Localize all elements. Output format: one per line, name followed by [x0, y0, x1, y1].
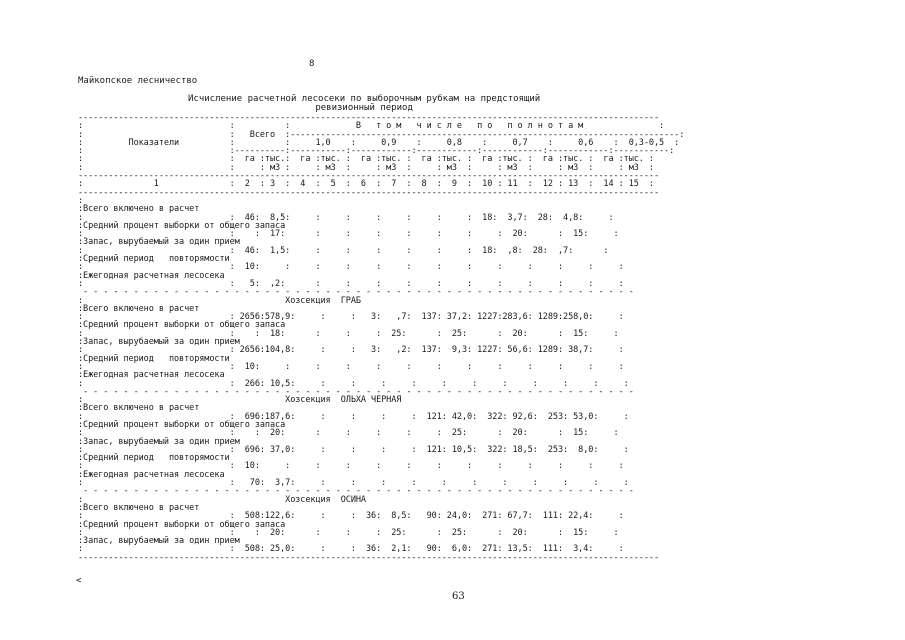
title-line-1: Исчисление расчетной лесосеки по выборочным рубкам на предстоящий [188, 94, 541, 104]
table-line: : : : 20: : : : 25: : 25: : 20: : 15: : [78, 527, 619, 538]
document-title [188, 95, 540, 113]
table-line: ------------------------------------------------------------------------------------------------------------------- [78, 171, 660, 182]
table-line: :Ежегодная расчетная лесосека [78, 469, 225, 480]
table-line: - - - - - - - - - - - - - - - - - - - - - - - - - - - - - - - - - - - - - - - - - - - - - - - - - - - - - - - [78, 287, 634, 298]
table-line: : : 508:122,6: : : 36: 8,5: 90: 24,0: 271: 67,7: 111: 22,4: : [78, 511, 624, 522]
table-line: : : 10: : : : : : : : : : : : : [78, 262, 624, 273]
table-line: : : 46: 1,5: : : : : : : 18: ,8: 28: ,7: : [78, 245, 609, 256]
table-line: :Запас, вырубаемый за один прием [78, 337, 240, 348]
table-line: : : 46: 8,5: : : : : : : 18: 3,7: 28: 4,8: : [78, 212, 614, 223]
table-line: : : га :тыс.: га :тыс. : га :тыс. : га :тыс. : га :тыс. : га :тыс. : га :тыс. : [78, 154, 654, 165]
table-line: : :----------:-----------:------------:------------:------------:------------:-----------: [78, 146, 675, 157]
table-line: : : 10: : : : : : : : : : : : : [78, 461, 624, 472]
table-line: :Средний процент выборки от общего запаса [78, 519, 286, 530]
table-line: ------------------------------------------------------------------------------------------------------------------- [78, 552, 660, 563]
table-line: :Всего включено в расчет [78, 502, 200, 513]
table-line: : : 10: : : : : : : : : : : : : [78, 361, 624, 372]
table-line: :Запас, вырубаемый за один прием [78, 237, 240, 248]
table-line: ------------------------------------------------------------------------------------------------------------------- [78, 187, 660, 198]
table-line: :Средний процент выборки от общего запаса [78, 220, 286, 231]
table-line: : : : 18: : : : 25: : 25: : 20: : 15: : [78, 328, 619, 339]
table-line: : : : 20: : : : : : 25: : 20: : 15: : [78, 428, 619, 439]
table-line: :Ежегодная расчетная лесосека [78, 270, 225, 281]
table-line: ------------------------------------------------------------------------------------------------------------------- [78, 113, 660, 123]
table-line: :Всего включено в расчет [78, 204, 200, 215]
table-line: - - - - - - - - - - - - - - - - - - - - - - - - - - - - - - - - - - - - - - - - - - - - - - - - - - - - - - - [78, 386, 634, 397]
table-line: - - - - - - - - - - - - - - - - - - - - - - - - - - - - - - - - - - - - - - - - - - - - - - - - - - - - - - - [78, 486, 634, 497]
table-line: : : : 17: : : : : : : : 20: : 15: : [78, 229, 619, 240]
table-line: :Всего включено в расчет [78, 303, 200, 314]
page-mark: < [76, 576, 82, 586]
table-line: : : 5: ,2: : : : : : : : : : : : [78, 278, 624, 289]
table-line: :Средний процент выборки от общего запаса [78, 320, 286, 331]
table-line: : : 70: 3,7: : : : : : : : : : : : [78, 478, 629, 489]
table-line: :Всего включено в расчет [78, 403, 200, 414]
table-line: : Хозсекция ОЛЬХА ЧЕРНАЯ [78, 395, 402, 406]
table-line: : Хозсекция ГРАБ [78, 295, 361, 306]
table-line: :Средний процент выборки от общего запаса [78, 419, 286, 430]
title-line-2: ревизионный период [315, 103, 413, 113]
table-line: : : 2656:578,9: : : 3: ,7: 137: 37,2: 1227:283,6: 1289:258,0: : [78, 312, 624, 323]
table-line: :Запас, вырубаемый за один прием [78, 536, 240, 547]
calculation-table [78, 114, 684, 562]
table-line: : : 2656:104,8: : : 3: ,2: 137: 9,3: 1227: 56,6: 1289: 38,7: : [78, 345, 624, 356]
table-line: : : : м3 : : м3 : : м3 : : м3 : : м3 : : м3 : : м3 : [78, 162, 654, 173]
table-line: : Показатели : : 1,0 : 0,9 : 0,8 : 0,7 : 0,6 : 0,3-0,5 : [78, 137, 680, 148]
table-line: :Средний период повторямости [78, 254, 230, 265]
table-line: : : 696:187,6: : : : : 121: 42,0: 322: 92,6: 253: 53,0: : [78, 411, 629, 422]
table-line: : 1 : 2 : 3 : 4 : 5 : 6 : 7 : 8 : 9 : 10 : 11 : 12 : 13 : 14 : 15 : [78, 179, 654, 190]
table-line: :Ежегодная расчетная лесосека [78, 370, 225, 381]
table-line: :Запас, вырубаемый за один прием [78, 436, 240, 447]
table-line: :Средний период повторямости [78, 353, 230, 364]
table-line: : : : В т о м ч и с л е п о п о л н о т а м : [78, 121, 665, 132]
table-line: :Средний период повторямости [78, 453, 230, 464]
table-line: : : 508: 25,0: : : 36: 2,1: 90: 6,0: 271: 13,5: 111: 3,4: : [78, 544, 624, 555]
table-line: : [78, 195, 84, 206]
table-line: : Хозсекция ОСИНА [78, 494, 366, 505]
forestry-name: Майкопское лесничество [78, 76, 198, 86]
page-number-bottom: 63 [452, 591, 465, 602]
page-number-top: 8 [309, 59, 315, 69]
table-line: : : 266: 10,5: : : : : : : : : : : : [78, 378, 629, 389]
table-line: : : Всего :-----------------------------------------------------------------------------: [78, 129, 685, 140]
table-line: : : 696: 37,0: : : : : 121: 10,5: 322: 18,5: 253: 8,0: : [78, 444, 629, 455]
